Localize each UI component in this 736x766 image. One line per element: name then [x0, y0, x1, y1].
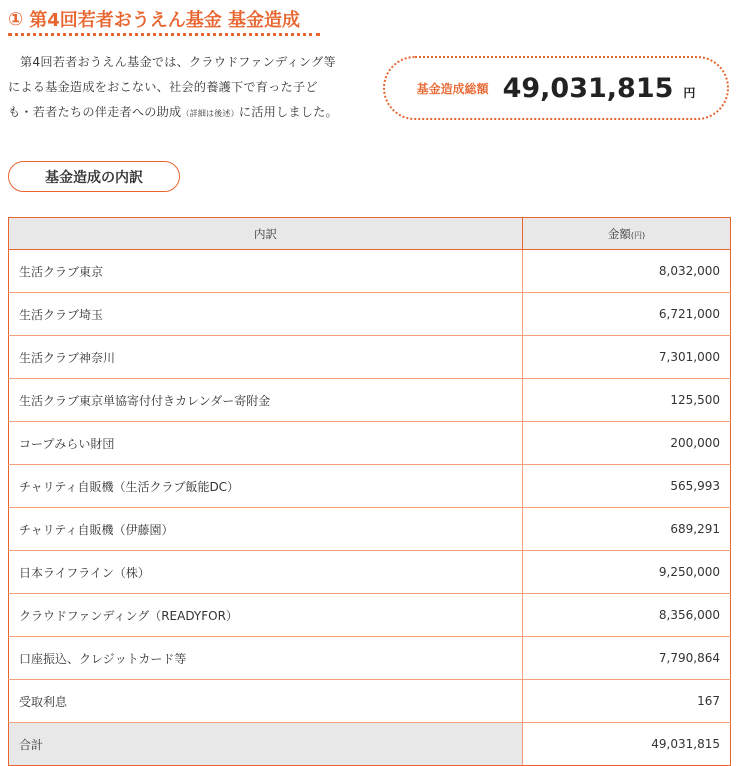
- intro-line-3-post: に活用しました。: [238, 105, 338, 119]
- table-row: [9, 422, 731, 465]
- row-amount: 8,356,000: [523, 594, 731, 637]
- intro-line-3-pre: も・若者たちの伴走者への助成: [8, 105, 182, 119]
- total-row-amount: 49,031,815: [523, 723, 731, 766]
- table-row: [9, 465, 731, 508]
- row-item: 生活クラブ東京: [9, 250, 523, 293]
- table-row: [9, 680, 731, 723]
- section-number: ①: [8, 8, 24, 30]
- row-item: クラウドファンディング（READYFOR）: [9, 594, 523, 637]
- total-amount-value: 49,031,815: [502, 72, 674, 104]
- row-amount: 7,790,864: [523, 637, 731, 680]
- row-amount: 200,000: [523, 422, 731, 465]
- table-header-row: [9, 218, 731, 250]
- breakdown-heading: 基金造成の内訳: [8, 161, 180, 192]
- row-item: チャリティ自販機（伊藤園）: [9, 508, 523, 551]
- row-amount: 167: [523, 680, 731, 723]
- row-item: 生活クラブ埼玉: [9, 293, 523, 336]
- row-item: コープみらい財団: [9, 422, 523, 465]
- table-row: [9, 250, 731, 293]
- table-row: [9, 637, 731, 680]
- intro-line-2: による基金造成をおこない、社会的養護下で育った子ど: [8, 80, 318, 94]
- row-item: 生活クラブ東京単協寄付付きカレンダー寄附金: [9, 379, 523, 422]
- column-header-item: 内訳: [9, 218, 523, 250]
- row-amount: 6,721,000: [523, 293, 731, 336]
- table-row: [9, 594, 731, 637]
- row-item: 日本ライフライン（株）: [9, 551, 523, 594]
- row-item: 生活クラブ神奈川: [9, 336, 523, 379]
- table-row: [9, 293, 731, 336]
- total-amount-box: [383, 56, 729, 120]
- total-label: 基金造成総額: [416, 81, 489, 96]
- row-item: 口座振込、クレジットカード等: [9, 637, 523, 680]
- intro-line-1: 第4回若者おうえん基金では、クラウドファンディング等: [20, 55, 336, 69]
- row-item: チャリティ自販機（生活クラブ飯能DC）: [9, 465, 523, 508]
- total-amount-unit: 円: [683, 85, 696, 100]
- row-amount: 7,301,000: [523, 336, 731, 379]
- row-amount: 125,500: [523, 379, 731, 422]
- intro-paragraph: [8, 50, 358, 126]
- row-item: 受取利息: [9, 680, 523, 723]
- section-title: [8, 4, 300, 34]
- intro-line-3-note: （詳細は後述）: [181, 109, 239, 118]
- total-row: [9, 723, 731, 766]
- row-amount: 565,993: [523, 465, 731, 508]
- table-row: [9, 508, 731, 551]
- row-amount: 689,291: [523, 508, 731, 551]
- table-row: [9, 336, 731, 379]
- column-header-amount-label: 金額: [607, 226, 631, 241]
- table-row: [9, 379, 731, 422]
- table-row: [9, 551, 731, 594]
- breakdown-table: [8, 217, 731, 766]
- column-header-amount-unit: (円): [630, 230, 646, 240]
- title-dotted-underline: [8, 33, 320, 36]
- section-title-text: 第4回若者おうえん基金 基金造成: [29, 10, 301, 31]
- row-amount: 9,250,000: [523, 551, 731, 594]
- row-amount: 8,032,000: [523, 250, 731, 293]
- total-row-label: 合計: [9, 723, 523, 766]
- column-header-amount: [523, 218, 731, 250]
